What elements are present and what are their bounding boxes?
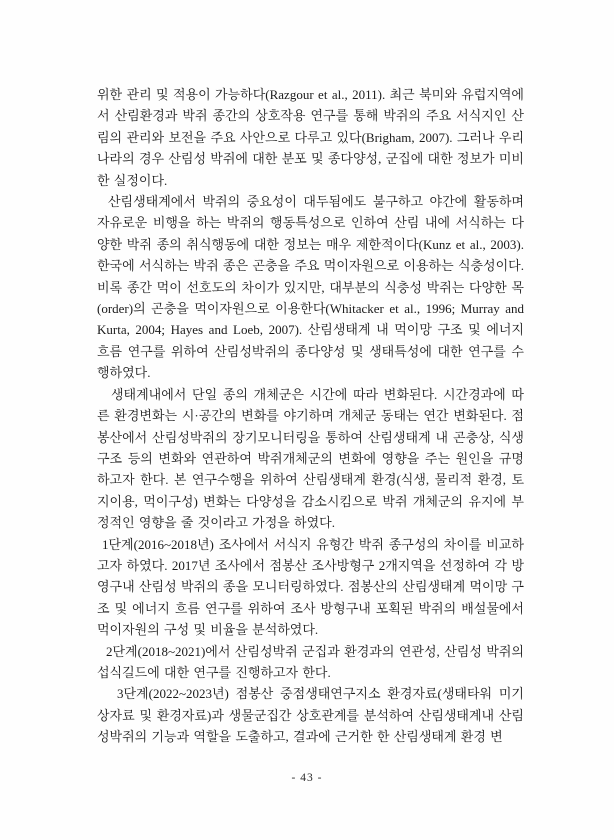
paragraph-6: 3단계(2022~2023년) 점봉산 중점생태연구지소 환경자료(생태타워 미기상자료 및 환경자료)과 생물군집간 상호관계를 분석하여 산림생태계내 산림성박쥐의 기능과 역할을 도출하고, 결과에 근거한 한 산림생태계 환경 변 [97,686,524,745]
paragraph-5: 2단계(2018~2021)에서 산림성박쥐 군집과 환경과의 연관성, 산림성 박쥐의 섭식길드에 대한 연구를 진행하고자 한다. [97,643,524,680]
paragraph-4: 1단계(2016~2018년) 조사에서 서식지 유형간 박쥐 종구성의 차이를 비교하고자 하였다. 2017년 조사에서 점봉산 조사방형구 2개지역을 선정하여 각 방영구내 산림성 박쥐의 종을 모니터링하였다. 점봉산의 산림생태계 먹이망 구조 및 에너지 흐름 연구를 위하여 조사 방형구내 포획된 박쥐의 배설물에서 먹이자원의 구성 및 비율을 분석하였다. [97,536,524,638]
paragraph-1: 위한 관리 및 적용이 가능하다(Razgour et al., 2011). 최근 북미와 유럽지역에서 산림환경과 박쥐 종간의 상호작용 연구를 통해 박쥐의 주요 서식지인 산림의 관리와 보전을 주요 사안으로 다루고 있다(Brigham, 2007). 그러나 우리나라의 경우 산림성 박쥐에 대한 분포 및 종다양성, 군집에 대한 정보가 미비한 실정이다. [97,87,524,188]
paragraph-2: 산림생태계에서 박쥐의 중요성이 대두됨에도 불구하고 야간에 활동하며 자유로운 비행을 하는 박쥐의 행동특성으로 인하여 산림 내에 서식하는 다양한 박쥐 종의 취식행동에 대한 정보는 매우 제한적이다(Kunz et al., 2003). 한국에 서식하는 박쥐 종은 곤충을 주요 먹이자원으로 이용하는 식충성이다. 비록 종간 먹이 선호도의 차이가 있지만, 대부분의 식충성 박쥐는 다양한 목(order)의 곤충을 먹이자원으로 이용한다(Whitacker et al., 1996; Murray and Kurta, 2004; Hayes and Loeb, 2007). 산림생태계 내 먹이망 구조 및 에너지 흐름 연구를 위하여 산림성박쥐의 종다양성 및 생태특성에 대한 연구를 수행하였다. [97,194,524,381]
document-body [97,84,524,748]
paragraph-3: 생태계내에서 단일 종의 개체군은 시간에 따라 변화된다. 시간경과에 따른 환경변화는 시·공간의 변화를 야기하며 개체군 동태는 연간 변화된다. 점봉산에서 산림성박쥐의 장기모니터링을 통하여 산림생태계 내 곤충상, 식생구조 등의 변화와 연관하여 박쥐개체군의 변화에 영향을 주는 원인을 규명하고자 한다. 본 연구수행을 위하여 산림생태계 환경(식생, 물리적 환경, 토지이용, 먹이구성) 변화는 다양성을 감소시킴으로 박쥐 개체군의 유지에 부정적인 영향을 줄 것이라고 가정을 하였다. [97,386,524,531]
page-number: - 43 - [291,772,323,784]
